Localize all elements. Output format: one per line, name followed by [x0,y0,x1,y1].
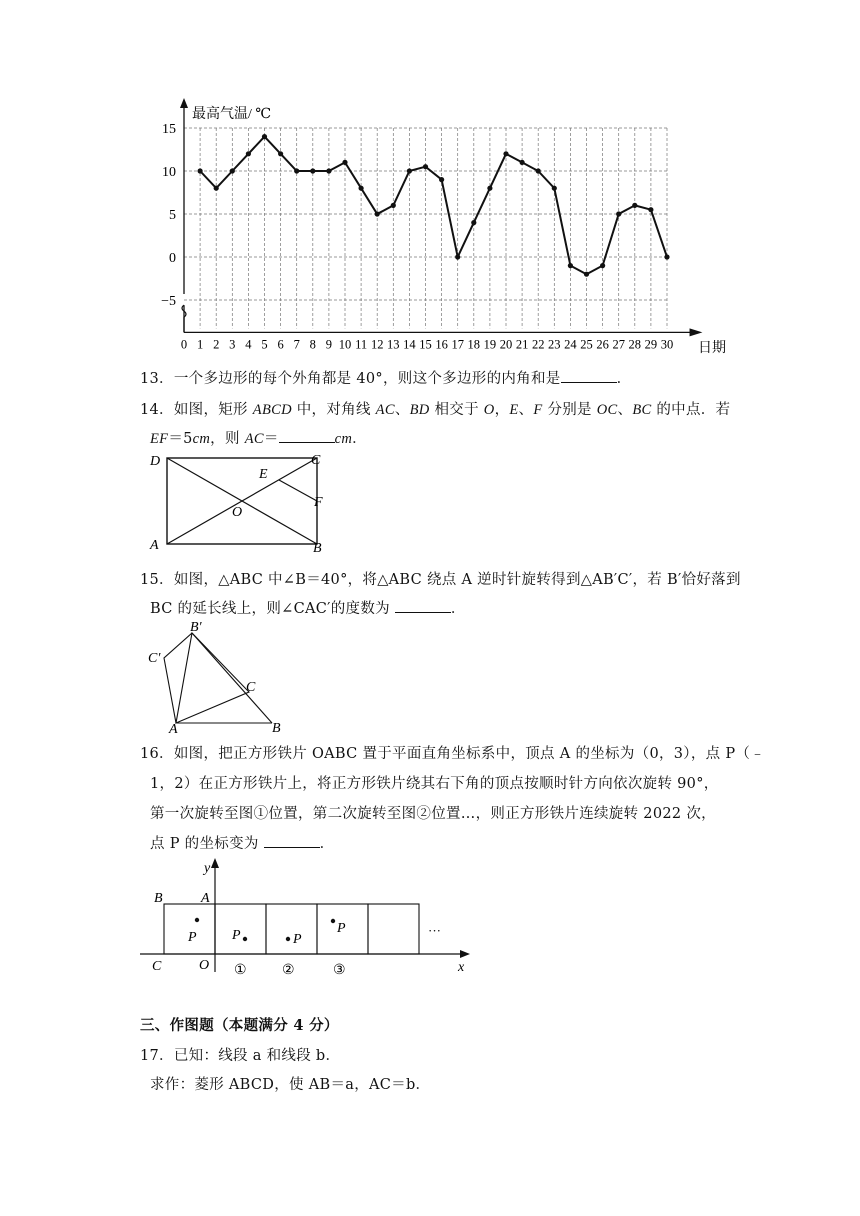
x-tick-label: 30 [660,337,674,352]
label-O: O [199,958,210,973]
data-point [310,168,315,173]
data-point [600,263,605,268]
data-point [552,186,557,191]
y-axis-label: 最高气温/ ℃ [192,107,272,122]
x-tick-label: 8 [309,337,316,352]
label-C-prime: C′ [148,651,161,666]
question-17-line-1: 17．已知：线段 a 和线段 b． [140,1048,341,1064]
label-B: B [313,541,322,556]
x-tick-label: 15 [419,337,432,352]
label-C: C [311,453,321,468]
chart-series [198,134,670,277]
rectangle-figure [140,448,340,556]
label-B-prime: B′ [190,620,202,635]
x-tick-label: 22 [531,337,545,352]
temperature-line-chart [140,90,740,360]
label-O: O [232,505,243,520]
x-tick-label: 17 [451,337,464,352]
question-14-line-1: 14．如图，矩形 ABCD 中，对角线 AC、BD 相交于 O，E、F 分别是 OC、BC 的中点．若 [140,402,731,418]
x-tick-label: 19 [483,337,497,352]
x-tick-label: 4 [245,337,252,352]
x-tick-label: 23 [548,337,561,352]
label-A: A [201,891,210,906]
question-16-line-4: 点 P 的坐标变为 ． [150,836,335,852]
series-line [200,137,667,275]
question-14-line-2: EF＝5cm，则 AC＝ cm． [150,431,367,447]
data-point [375,211,380,216]
answer-blank[interactable] [264,835,320,848]
label-P0: P [188,930,197,945]
y-tick-label: 5 [169,208,176,223]
answer-blank[interactable] [561,370,617,383]
data-point [423,164,428,169]
square-rotation-figure [140,852,480,980]
label-D: D [150,454,161,469]
x-tick-label: 5 [261,337,268,352]
question-16-line-3: 第一次旋转至图①位置，第二次旋转至图②位置…，则正方形铁片连续旋转 2022 次， [150,806,716,822]
data-point [439,177,444,182]
y-tick-label: −5 [161,294,176,309]
label-P3: P [337,921,346,936]
x-tick-label: 10 [338,337,352,352]
answer-blank[interactable] [395,600,451,613]
label-P1: P [232,928,241,943]
x-tick-label: 2 [213,337,220,352]
data-point [503,151,508,156]
question-16-line-2: 1，2）在正方形铁片上，将正方形铁片绕其右下角的顶点按顺时针方向依次旋转 90°， [150,776,719,792]
data-point [487,186,492,191]
data-point [584,272,589,277]
data-point [455,254,460,259]
x-tick-label: 18 [467,337,481,352]
question-17-line-2: 求作：菱形 ABCD，使 AB＝a，AC＝b． [150,1077,431,1093]
question-16-line-1: 16．如图，把正方形铁片 OABC 置于平面直角坐标系中，顶点 A 的坐标为（0，3），点 P（﹣ [140,746,766,762]
data-point [520,160,525,165]
question-13: 13．一个多边形的每个外角都是 40°，则这个多边形的内角和是 ． [140,371,632,387]
question-text: 一个多边形的每个外角都是 40°，则这个多边形的内角和是 [173,371,561,387]
data-point [471,220,476,225]
question-15-line-2: BC 的延长线上，则∠CAC′的度数为 ． [150,601,466,617]
data-point [230,168,235,173]
chart-axes [180,98,702,336]
data-point [278,151,283,156]
x-tick-label: 13 [387,337,400,352]
x-tick-label: 0 [180,337,188,352]
data-point [214,186,219,191]
label-A: A [150,538,159,553]
x-tick-label: 14 [403,337,416,352]
label-circle-3: ③ [333,963,346,978]
x-tick-label: 20 [499,337,513,352]
section-title: 三、作图题（本题满分 4 分） [140,1017,339,1034]
x-tick-label: 25 [580,337,593,352]
label-E: E [259,467,268,482]
x-tick-label: 16 [435,337,448,352]
chart-ticks [161,122,673,351]
data-point [198,168,203,173]
x-tick-label: 11 [355,337,368,352]
x-tick-label: 26 [596,337,609,352]
x-tick-label: 1 [196,337,204,352]
x-tick-label: 9 [325,337,333,352]
label-x: x [458,960,465,975]
x-tick-label: 6 [277,337,284,352]
question-15-line-1: 15．如图，△ABC 中∠B＝40°，将△ABC 绕点 A 逆时针旋转得到△AB′C′，若 B′恰好落到 [140,572,741,588]
label-C: C [246,680,256,695]
data-point [616,211,621,216]
data-point [391,203,396,208]
label-B: B [154,891,163,906]
label-ellipsis: ··· [428,923,441,938]
rotation-triangle-figure [140,618,300,736]
x-axis-label: 日期 [698,341,726,356]
y-tick-label: 10 [162,165,176,180]
label-C: C [152,959,162,974]
data-point [664,254,669,259]
data-point [342,160,347,165]
label-circle-2: ② [282,963,295,978]
data-point [648,207,653,212]
chart-grid [184,128,667,328]
x-tick-label: 3 [229,337,236,352]
x-tick-label: 24 [564,337,577,352]
data-point [262,134,267,139]
data-point [632,203,637,208]
data-point [294,168,299,173]
data-point [407,168,412,173]
x-tick-label: 29 [644,337,658,352]
label-B: B [272,721,281,736]
data-point [326,168,331,173]
x-axis-arrow [690,328,703,336]
y-tick-label: 0 [169,251,176,266]
x-tick-label: 21 [515,337,529,352]
y-tick-label: 15 [162,122,176,137]
data-point [359,186,364,191]
data-point [568,263,573,268]
data-point [536,168,541,173]
x-tick-label: 28 [628,337,642,352]
data-point [246,151,251,156]
label-F: F [314,495,323,510]
x-tick-label: 27 [612,337,625,352]
question-number: 13． [140,371,174,387]
answer-blank[interactable] [279,430,335,443]
y-axis-arrow [180,98,188,108]
label-y: y [204,861,211,876]
x-tick-label: 12 [370,337,384,352]
label-A: A [169,722,178,736]
label-circle-1: ① [234,963,247,978]
x-tick-label: 7 [293,337,300,352]
label-P2: P [293,932,302,947]
